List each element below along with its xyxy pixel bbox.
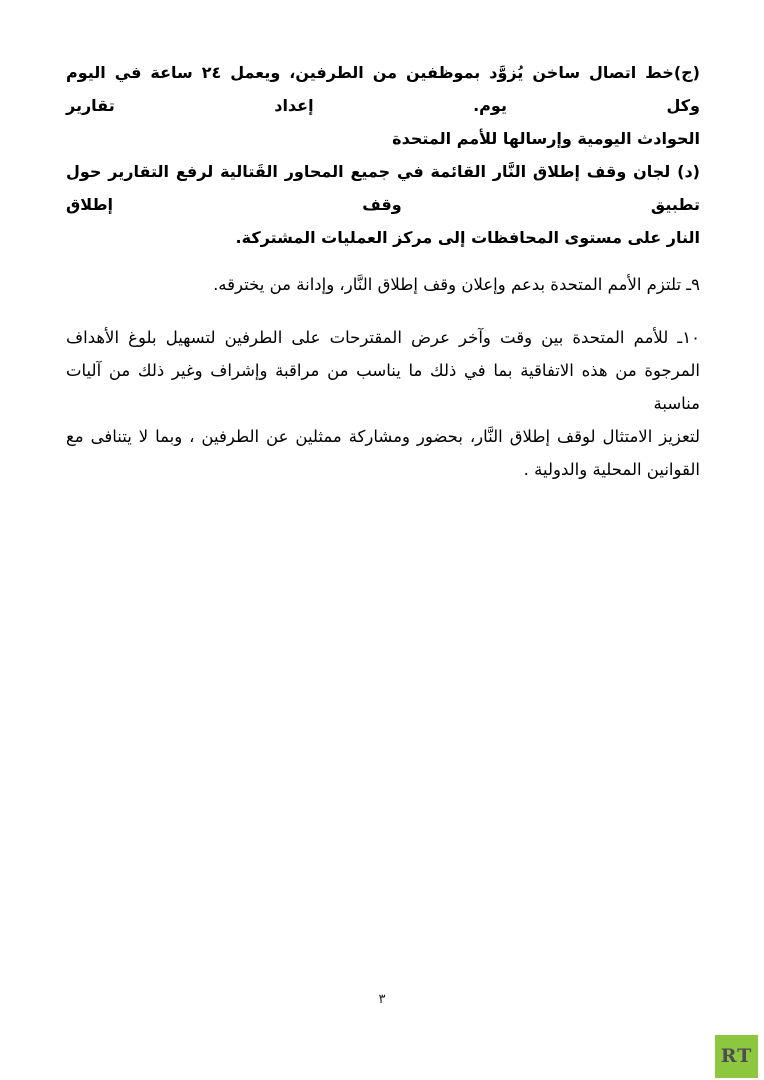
paragraph-clause-10 (66, 321, 700, 486)
text-line: (د) لجان وقف إطلاق النَّار القائمة في جميع المحاور القَتالية لرفع التقارير حول تطبيق وقف إطلاق (66, 162, 700, 214)
rt-logo (715, 1035, 758, 1078)
rt-logo-label: RT (720, 1045, 753, 1067)
text-line: النار على مستوى المحافظات إلى مركز العمليات المشتركة. (235, 228, 700, 247)
text-line: ٩ـ تلتزم الأمم المتحدة بدعم وإعلان وقف إطلاق النَّار، وإدانة من يخترقه. (213, 275, 700, 294)
paragraph-clause-9 (66, 268, 700, 301)
text-line: القوانين المحلية والدولية . (523, 460, 700, 479)
paragraph-clause-j-d (66, 56, 700, 254)
text-line: الحوادث اليومية وإرسالها للأمم المتحدة (392, 129, 700, 148)
page-number: ٣ (378, 992, 386, 1007)
text-line: المرجوة من هذه الاتفاقية بما في ذلك ما يناسب من مراقبة وإشراف وغير ذلك من آليات مناسبة (66, 361, 700, 413)
text-line: (ج)خط اتصال ساخن يُزوَّد بموظفين من الطرفين، ويعمل ٢٤ ساعة في اليوم وكل يوم. إعداد تقارير (66, 63, 700, 115)
text-line: ١٠ـ للأمم المتحدة بين وقت وآخر عرض المقترحات على الطرفين لتسهيل بلوغ الأهداف (66, 328, 700, 347)
text-line: لتعزيز الامتثال لوقف إطلاق النَّار، بحضور ومشاركة ممثلين عن الطرفين ، وبما لا يتنافى مع (66, 427, 700, 446)
document-body (66, 56, 700, 486)
